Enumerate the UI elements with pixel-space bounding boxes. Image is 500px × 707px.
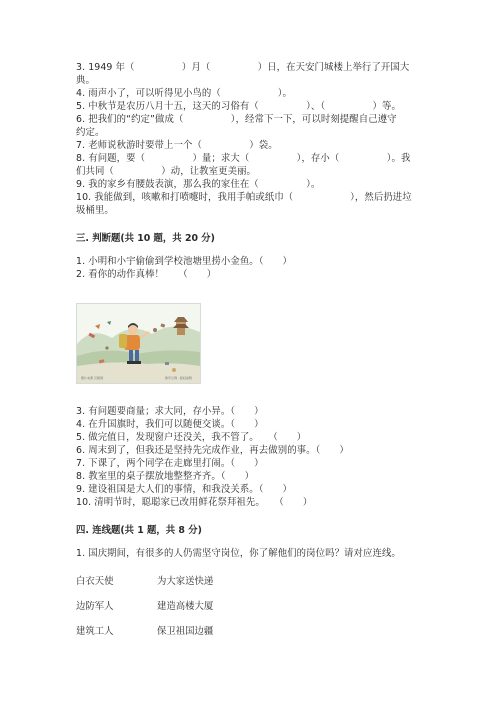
littering-illustration (76, 303, 201, 384)
fill-item-8-line2: 们共同（ ）动，让教室更美丽。 (76, 166, 257, 177)
judge-item-2: 2. 看你的动作真棒！ （ ） (76, 269, 217, 280)
fill-item-4: 4. 雨声小了，可以听得见小鸟的（ ）。 (76, 88, 292, 99)
match-question: 1. 国庆期间，有很多的人仍需坚守岗位，你了解他们的岗位吗？请对应连线。 (76, 548, 401, 559)
judge-item-3: 3. 有问题要商量；求大同，存小异。（ ） (76, 406, 264, 417)
match-right-item[interactable]: 建造高楼大厦 (157, 601, 214, 612)
judge-item-5: 5. 做完值日，发现窗户还没关，我不管了。 （ ） (76, 432, 307, 443)
fill-item-6-line2: 约定。 (76, 127, 105, 138)
fill-item-5: 5. 中秋节是农历八月十五，这天的习俗有（ ）、（ ）等。 (76, 101, 401, 112)
match-right-item[interactable]: 保卫祖国边疆 (157, 626, 214, 637)
match-left-item[interactable]: 边防军人 (76, 601, 114, 612)
match-right-item[interactable]: 为大家送快递 (157, 576, 214, 587)
illustration-caption-left: 图片来源 互联网 (81, 376, 103, 380)
fill-item-3-line2: 典。 (76, 75, 95, 86)
judge-item-10: 10. 清明节时，聪聪家已改用鲜花祭拜祖先。 （ ） (76, 497, 313, 508)
illustration-caption-right: 教学示例 · 版权说明 (165, 376, 192, 380)
fill-item-3-line1: 3. 1949 年（ ）月（ ）日，在天安门城楼上举行了开国大 (76, 62, 410, 73)
section-title-judge: 三. 判断题(共 10 题，共 20 分) (76, 233, 215, 244)
judge-item-7: 7. 下课了，两个同学在走廊里打闹。（ ） (76, 458, 264, 469)
judge-item-4: 4. 在升国旗时，我们可以随便交谈。（ ） (76, 419, 264, 430)
judge-item-6: 6. 周末到了，但我还是坚持先完成作业，再去做别的事。（ ） (76, 445, 349, 456)
judge-item-1: 1. 小明和小宇偷偷到学校池塘里捞小金鱼。（ ） (76, 256, 292, 267)
fill-item-9: 9. 我的家乡有腰鼓表演，那么我的家住在（ ）。 (76, 179, 321, 190)
fill-item-10-line2: 圾桶里。 (76, 205, 114, 216)
fill-item-6-line1: 6. 把我们的“约定”做成（ ），经常下一下，可以时刻提醒自己遵守 (76, 114, 397, 125)
judge-item-9: 9. 建设祖国是大人们的事情，和我没关系。（ ） (76, 484, 292, 495)
judge-item-8: 8. 教室里的桌子摆放地整整齐齐。（ ） (76, 471, 255, 482)
fill-item-7: 7. 老师说秋游时要带上一个（ ）袋。 (76, 140, 278, 151)
fill-item-8-line1: 8. 有问题，要（ ）量；求大（ ），存小（ ）。我 (76, 153, 411, 164)
match-left-item[interactable]: 白衣天使 (76, 576, 114, 587)
fill-item-10-line1: 10. 我能做到，咳嗽和打喷嚏时，我用手帕或纸巾（ ），然后扔进垃 (76, 192, 412, 203)
section-title-match: 四. 连线题(共 1 题，共 8 分) (76, 525, 202, 536)
match-left-item[interactable]: 建筑工人 (76, 626, 114, 637)
illustration-drawing (77, 304, 200, 383)
